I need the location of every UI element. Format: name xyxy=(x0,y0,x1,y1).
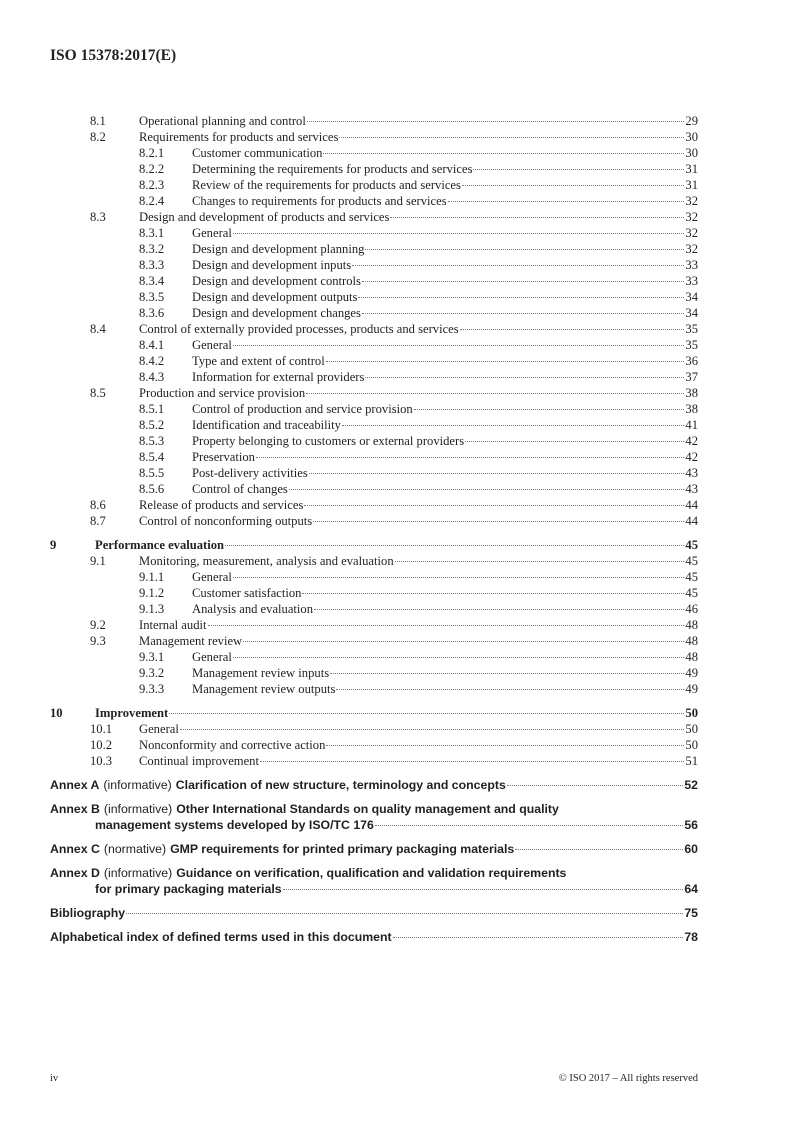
toc-entry-page: 33 xyxy=(685,274,698,288)
toc-entry-title[interactable]: Property belonging to customers or external providers xyxy=(192,434,465,448)
document-id-header: ISO 15378:2017(E) xyxy=(50,47,177,64)
toc-entry-page: 32 xyxy=(685,226,698,240)
toc-entry-number: 8.3.1 xyxy=(139,226,165,240)
dot-leader xyxy=(362,313,684,314)
toc-entry[interactable] xyxy=(50,193,698,209)
toc-entry-title[interactable]: Operational planning and control xyxy=(139,114,306,128)
toc-entry-title[interactable]: Performance evaluation xyxy=(95,538,225,552)
toc-entry[interactable] xyxy=(50,417,698,433)
dot-leader xyxy=(233,345,685,346)
toc-annex-line xyxy=(50,801,698,817)
toc-entry-title[interactable]: Determining the requirements for products and services xyxy=(192,162,473,176)
toc-entry-number: 8.4.3 xyxy=(139,370,165,384)
toc-entry-number: 8.5.4 xyxy=(139,450,165,464)
toc-annex-line xyxy=(50,905,698,921)
toc-entry-page: 48 xyxy=(685,650,698,664)
toc-entry-title[interactable]: Production and service provision xyxy=(139,386,306,400)
toc-entry-page: 44 xyxy=(685,514,698,528)
toc-entry-title[interactable]: General xyxy=(139,722,179,736)
toc-entry-number: 8.5.5 xyxy=(139,466,165,480)
annex-page: 75 xyxy=(684,906,698,920)
dot-leader xyxy=(395,561,685,562)
toc-entry-page: 50 xyxy=(685,706,698,720)
toc-entry-title[interactable]: Design and development controls xyxy=(192,274,361,288)
toc-entry[interactable] xyxy=(50,465,698,481)
toc-entry-page: 48 xyxy=(685,634,698,648)
toc-entry-number: 8.5 xyxy=(90,386,106,400)
toc-annex-entry[interactable] xyxy=(50,905,698,921)
toc-entry-number: 8.4.1 xyxy=(139,338,165,352)
toc-entry-title[interactable]: General xyxy=(192,338,232,352)
dot-leader xyxy=(306,393,684,394)
toc-entry-number: 8.7 xyxy=(90,514,106,528)
toc-entry-number: 9.3.3 xyxy=(139,682,165,696)
toc-entry[interactable] xyxy=(50,665,698,681)
dot-leader xyxy=(473,169,684,170)
toc-entry[interactable] xyxy=(50,257,698,273)
dot-leader xyxy=(326,745,684,746)
toc-entry[interactable] xyxy=(50,737,698,753)
toc-entry-page: 35 xyxy=(685,322,698,336)
toc-entry-number: 8.3.5 xyxy=(139,290,165,304)
toc-entry-number: 8.2 xyxy=(90,130,106,144)
toc-entry[interactable] xyxy=(50,305,698,321)
toc-entry-title[interactable]: Monitoring, measurement, analysis and evaluation xyxy=(139,554,394,568)
toc-entry-title[interactable]: General xyxy=(192,570,232,584)
toc-entry-number: 10.3 xyxy=(90,754,113,768)
annex-label: Annex C xyxy=(50,842,100,856)
toc-entry-title[interactable]: Management review xyxy=(139,634,243,648)
toc-entry-page: 32 xyxy=(685,194,698,208)
toc-entry-title[interactable]: Customer communication xyxy=(192,146,323,160)
toc-entry-page: 45 xyxy=(685,554,698,568)
toc-entry-title[interactable]: Design and development of products and services xyxy=(139,210,390,224)
annex-status: (informative) xyxy=(103,778,172,792)
toc-entry-page: 44 xyxy=(685,498,698,512)
dot-leader xyxy=(243,641,684,642)
toc-entry-page: 49 xyxy=(685,666,698,680)
dot-leader xyxy=(375,825,683,826)
toc-entry[interactable] xyxy=(50,113,698,129)
toc-entry-number: 8.4 xyxy=(90,322,106,336)
page-number: iv xyxy=(50,1073,59,1084)
copyright-notice: © ISO 2017 – All rights reserved xyxy=(558,1073,698,1084)
dot-leader xyxy=(342,425,684,426)
annex-title[interactable]: Alphabetical index of defined terms used in this document xyxy=(50,930,392,944)
dot-leader xyxy=(225,545,684,546)
dot-leader xyxy=(336,689,684,690)
toc-annex-line xyxy=(50,817,698,833)
toc-annex-entry[interactable] xyxy=(50,865,698,897)
toc-entry-title[interactable]: Design and development inputs xyxy=(192,258,352,272)
toc-entry[interactable] xyxy=(50,649,698,665)
annex-title[interactable]: Guidance on verification, qualification and validation requirements xyxy=(176,866,567,880)
dot-leader xyxy=(365,249,684,250)
toc-entry-page: 51 xyxy=(685,754,698,768)
toc-entry-number: 9.2 xyxy=(90,618,106,632)
annex-title[interactable]: for primary packaging materials xyxy=(95,882,282,896)
toc-entry-title[interactable]: General xyxy=(192,226,232,240)
toc-entry-title[interactable]: Type and extent of control xyxy=(192,354,325,368)
toc-entry-page: 34 xyxy=(685,290,698,304)
toc-entry-page: 33 xyxy=(685,258,698,272)
toc-entry-page: 50 xyxy=(685,738,698,752)
toc-entry-title[interactable]: Information for external providers xyxy=(192,370,365,384)
annex-status: (normative) xyxy=(103,842,167,856)
toc-entry[interactable] xyxy=(50,289,698,305)
toc-entry-number: 8.6 xyxy=(90,498,106,512)
toc-entry-title[interactable]: Review of the requirements for products and services xyxy=(192,178,461,192)
toc-annex-entry[interactable] xyxy=(50,801,698,833)
toc-entry-title[interactable]: Internal audit xyxy=(139,618,207,632)
toc-entry-number: 8.1 xyxy=(90,114,106,128)
toc-entry-number: 9.1.3 xyxy=(139,602,165,616)
toc-annex-entry[interactable] xyxy=(50,777,698,793)
toc-entry-number: 9.1.2 xyxy=(139,586,165,600)
dot-leader xyxy=(330,673,684,674)
annex-label: Annex D xyxy=(50,866,100,880)
toc-entry-page: 45 xyxy=(685,586,698,600)
dot-leader xyxy=(507,785,684,786)
toc-entry-number: 9.1.1 xyxy=(139,570,165,584)
toc-entry-title[interactable]: Requirements for products and services xyxy=(139,130,339,144)
toc-entry-number: 8.2.1 xyxy=(139,146,165,160)
toc-entry-number: 8.2.4 xyxy=(139,194,165,208)
annex-title[interactable]: management systems developed by ISO/TC 176 xyxy=(95,818,374,832)
toc-entry[interactable] xyxy=(50,553,698,569)
toc-entry-number: 8.3.4 xyxy=(139,274,165,288)
annex-title[interactable]: Other International Standards on quality management and quality xyxy=(176,802,559,816)
toc-entry-page: 31 xyxy=(685,178,698,192)
toc-entry[interactable] xyxy=(50,209,698,225)
dot-leader xyxy=(313,521,684,522)
toc-entry-page: 37 xyxy=(685,370,698,384)
annex-title[interactable]: GMP requirements for printed primary packaging materials xyxy=(170,842,515,856)
toc-entry-title[interactable]: Post-delivery activities xyxy=(192,466,308,480)
toc-entry[interactable] xyxy=(50,601,698,617)
toc-entry[interactable] xyxy=(50,721,698,737)
toc-entry[interactable] xyxy=(50,569,698,585)
toc-section-group xyxy=(50,537,698,697)
annex-status: (informative) xyxy=(103,802,173,816)
toc-entry-page: 29 xyxy=(685,114,698,128)
toc-entry-page: 45 xyxy=(685,538,698,552)
annex-label: Annex A xyxy=(50,778,100,792)
toc-entry-title[interactable]: Control of externally provided processes, products and services xyxy=(139,322,459,336)
table-of-contents xyxy=(50,113,698,945)
dot-leader xyxy=(233,233,685,234)
dot-leader xyxy=(465,441,684,442)
toc-entry[interactable] xyxy=(50,145,698,161)
dot-leader xyxy=(462,185,684,186)
toc-entry-title[interactable]: Preservation xyxy=(192,450,255,464)
toc-entry[interactable] xyxy=(50,241,698,257)
toc-entry-title[interactable]: Analysis and evaluation xyxy=(192,602,314,616)
toc-entry-number: 9 xyxy=(50,538,57,552)
toc-entry[interactable] xyxy=(50,513,698,529)
toc-entry-page: 32 xyxy=(685,210,698,224)
toc-entry-page: 42 xyxy=(685,450,698,464)
toc-entry-number: 9.1 xyxy=(90,554,106,568)
toc-entry-page: 32 xyxy=(685,242,698,256)
toc-entry-page: 49 xyxy=(685,682,698,696)
toc-entry[interactable] xyxy=(50,225,698,241)
toc-annex-line xyxy=(50,865,698,881)
toc-annex-line xyxy=(50,841,698,857)
toc-annex-line xyxy=(50,881,698,897)
annex-page: 78 xyxy=(684,930,698,944)
toc-entry[interactable] xyxy=(50,705,698,721)
toc-entry-number: 8.3.2 xyxy=(139,242,165,256)
toc-entry[interactable] xyxy=(50,681,698,697)
toc-entry[interactable] xyxy=(50,433,698,449)
toc-entry[interactable] xyxy=(50,617,698,633)
toc-entry-page: 42 xyxy=(685,434,698,448)
dot-leader xyxy=(362,281,684,282)
toc-entry[interactable] xyxy=(50,449,698,465)
toc-entry-page: 38 xyxy=(685,386,698,400)
dot-leader xyxy=(352,265,684,266)
toc-entry-number: 8.3 xyxy=(90,210,106,224)
toc-entry-title[interactable]: Control of nonconforming outputs xyxy=(139,514,313,528)
dot-leader xyxy=(233,577,685,578)
toc-entry[interactable] xyxy=(50,353,698,369)
dot-leader xyxy=(414,409,685,410)
annex-page: 64 xyxy=(684,882,698,896)
toc-entry-title[interactable]: Identification and traceability xyxy=(192,418,341,432)
annex-label: Annex B xyxy=(50,802,100,816)
dot-leader xyxy=(309,473,685,474)
toc-entry-page: 43 xyxy=(685,482,698,496)
toc-entry-number: 8.2.2 xyxy=(139,162,165,176)
toc-entry-page: 31 xyxy=(685,162,698,176)
toc-entry-title[interactable]: Design and development outputs xyxy=(192,290,358,304)
toc-entry-title[interactable]: Management review inputs xyxy=(192,666,330,680)
toc-annex-line xyxy=(50,777,698,793)
toc-entry[interactable] xyxy=(50,585,698,601)
dot-leader xyxy=(326,361,685,362)
dot-leader xyxy=(448,201,685,202)
toc-entry[interactable] xyxy=(50,177,698,193)
dot-leader xyxy=(208,625,685,626)
toc-entry-number: 8.2.3 xyxy=(139,178,165,192)
dot-leader xyxy=(314,609,684,610)
toc-entry-number: 9.3.2 xyxy=(139,666,165,680)
dot-leader xyxy=(256,457,684,458)
toc-entry[interactable] xyxy=(50,161,698,177)
toc-entry-title[interactable]: Customer satisfaction xyxy=(192,586,302,600)
annex-status: (informative) xyxy=(103,866,173,880)
toc-entry[interactable] xyxy=(50,321,698,337)
dot-leader xyxy=(393,937,684,938)
toc-entry-page: 36 xyxy=(685,354,698,368)
annex-page: 52 xyxy=(684,778,698,792)
toc-entry-page: 50 xyxy=(685,722,698,736)
toc-entry-number: 8.3.3 xyxy=(139,258,165,272)
dot-leader xyxy=(180,729,685,730)
toc-entry-page: 43 xyxy=(685,466,698,480)
annex-title[interactable]: Clarification of new structure, terminology and concepts xyxy=(175,778,506,792)
toc-entry[interactable] xyxy=(50,273,698,289)
toc-entry-title[interactable]: General xyxy=(192,650,232,664)
dot-leader xyxy=(365,377,684,378)
dot-leader xyxy=(323,153,684,154)
toc-entry-page: 38 xyxy=(685,402,698,416)
toc-entry-number: 8.5.2 xyxy=(139,418,165,432)
toc-entry[interactable] xyxy=(50,497,698,513)
dot-leader xyxy=(358,297,684,298)
toc-entry-page: 48 xyxy=(685,618,698,632)
toc-entry-title[interactable]: Design and development planning xyxy=(192,242,365,256)
toc-entry-number: 9.3 xyxy=(90,634,106,648)
toc-entry-title[interactable]: Continual improvement xyxy=(139,754,259,768)
toc-entry-number: 8.5.6 xyxy=(139,482,165,496)
toc-entry-title[interactable]: Design and development changes xyxy=(192,306,361,320)
toc-entry-title[interactable]: Control of changes xyxy=(192,482,288,496)
dot-leader xyxy=(515,849,683,850)
dot-leader xyxy=(460,329,685,330)
toc-entry-title[interactable]: Changes to requirements for products and services xyxy=(192,194,447,208)
toc-entry-number: 10.2 xyxy=(90,738,113,752)
toc-entry-number: 8.5.1 xyxy=(139,402,165,416)
dot-leader xyxy=(126,913,683,914)
toc-entry-page: 46 xyxy=(685,602,698,616)
toc-entry[interactable] xyxy=(50,369,698,385)
dot-leader xyxy=(233,657,685,658)
annex-page: 56 xyxy=(684,818,698,832)
toc-entry-page: 35 xyxy=(685,338,698,352)
toc-section-group xyxy=(50,705,698,769)
toc-entry[interactable] xyxy=(50,633,698,649)
toc-entry[interactable] xyxy=(50,537,698,553)
toc-entry-title[interactable]: Control of production and service provision xyxy=(192,402,413,416)
dot-leader xyxy=(339,137,684,138)
toc-entry-number: 10 xyxy=(50,706,63,720)
toc-entry-title[interactable]: Release of products and services xyxy=(139,498,304,512)
toc-entry-title[interactable]: Management review outputs xyxy=(192,682,336,696)
dot-leader xyxy=(169,713,684,714)
dot-leader xyxy=(307,121,685,122)
toc-entry[interactable] xyxy=(50,481,698,497)
toc-entry[interactable] xyxy=(50,385,698,401)
toc-entry-number: 8.3.6 xyxy=(139,306,165,320)
dot-leader xyxy=(283,889,684,890)
toc-entry-number: 9.3.1 xyxy=(139,650,165,664)
toc-entry-page: 41 xyxy=(685,418,698,432)
toc-entry-page: 30 xyxy=(685,130,698,144)
dot-leader xyxy=(260,761,684,762)
toc-annex-line xyxy=(50,929,698,945)
toc-annex-entry[interactable] xyxy=(50,929,698,945)
toc-entry-title[interactable]: Nonconformity and corrective action xyxy=(139,738,326,752)
toc-entry-page: 45 xyxy=(685,570,698,584)
toc-entry[interactable] xyxy=(50,401,698,417)
toc-entry-number: 8.5.3 xyxy=(139,434,165,448)
toc-entry[interactable] xyxy=(50,753,698,769)
toc-entry-number: 10.1 xyxy=(90,722,113,736)
toc-entry-page: 34 xyxy=(685,306,698,320)
toc-entry-number: 8.4.2 xyxy=(139,354,165,368)
toc-entry[interactable] xyxy=(50,129,698,145)
annex-title[interactable]: Bibliography xyxy=(50,906,126,920)
page-footer xyxy=(50,1073,698,1084)
toc-entry-title[interactable]: Improvement xyxy=(95,706,169,720)
toc-section-group xyxy=(50,113,698,529)
toc-entry-page: 30 xyxy=(685,146,698,160)
dot-leader xyxy=(304,505,684,506)
annex-page: 60 xyxy=(684,842,698,856)
toc-annex-entry[interactable] xyxy=(50,841,698,857)
dot-leader xyxy=(390,217,684,218)
toc-entry[interactable] xyxy=(50,337,698,353)
dot-leader xyxy=(302,593,684,594)
dot-leader xyxy=(289,489,685,490)
